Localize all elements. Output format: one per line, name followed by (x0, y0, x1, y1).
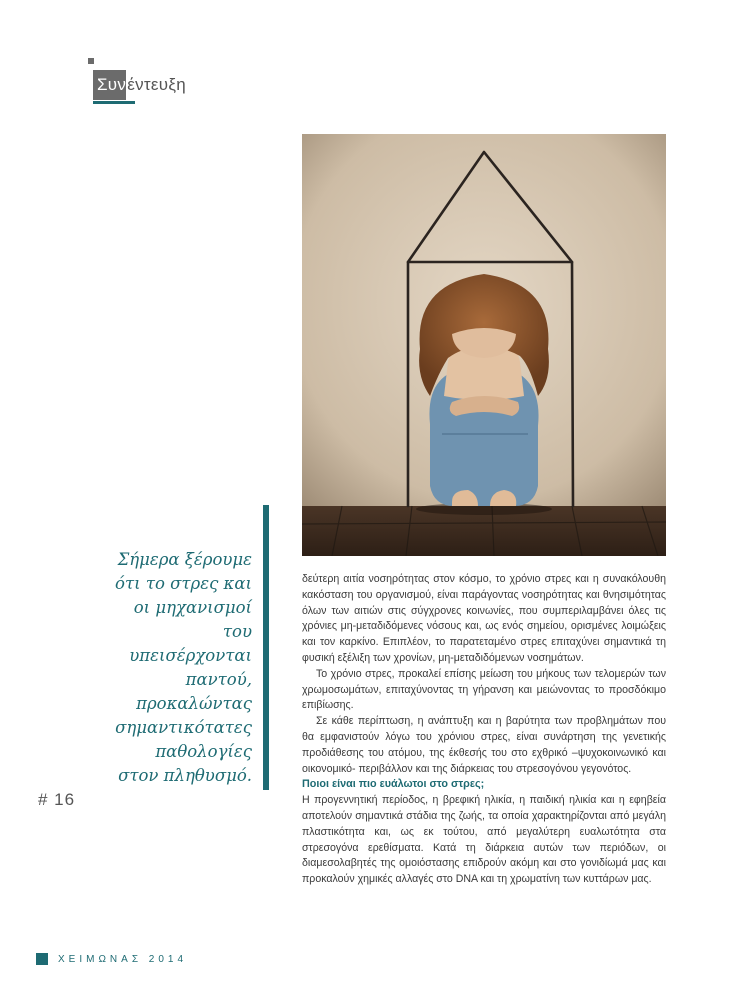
page-number: # 16 (38, 790, 76, 809)
feature-photo (302, 134, 666, 556)
tag-marker (88, 58, 94, 64)
section-tag-highlight: Συν (93, 70, 126, 100)
pull-quote-bar (263, 505, 269, 790)
body-column (302, 572, 666, 888)
section-tag-rest: έντευξη (127, 75, 187, 94)
pull-quote: Σήμερα ξέρουμε ότι το στρες και οι μηχανισμοί του υπεισέρχονται παντού, προκαλώντας σημαντικότατες παθολογίες στον πληθυσμό. (115, 550, 252, 785)
section-subheading: Ποιοι είναι πιο ευάλωτοι στο στρες; (302, 778, 485, 791)
footer (36, 953, 187, 965)
footer-marker (36, 953, 48, 965)
section-tag (93, 70, 186, 100)
body-paragraph: δεύτερη αιτία νοσηρότητας στον κόσμο, το χρόνιο στρες και η συνακόλουθη κακόσταση του οργανισμού, είναι παράγοντας νοσηρότητας και θνησιμότητας όλων των αιτιών στις σύγχρονες κοινωνίες, που συμπεριλαμβάνει όλες τις χρόνιες μη-μεταδιδόμενες νόσους και, ως ενός σημείου, ορισμένες λοιμώξεις και τον καρκίνο. Επιπλέον, το παρατεταμένο στρες επιταχύνει σημαντικά τη φυσική εξέλιξη των χρονίων, μη-μεταδιδόμενων νοσημάτων. (302, 573, 666, 664)
section-tag-underline (93, 101, 135, 104)
body-paragraph: Σε κάθε περίπτωση, η ανάπτυξη και η βαρύτητα των προβλημάτων που θα εμφανιστούν λόγω του χρόνιου στρες, είναι συνάρτηση της γενετικής προδιάθεσης του ατόμου, της έκθεσής του στο εχθρικό –ψυχοκοινωνικό και οικονομικό- περιβάλλον και της διάρκειας του στρεσογόνου γεγονότος. (302, 715, 666, 775)
footer-issue-label: ΧΕΙΜΩΝΑΣ 2014 (58, 953, 188, 965)
body-paragraph: Το χρόνιο στρες, προκαλεί επίσης μείωση του μήκους των τελομερών των χρωμοσωμάτων, επιταχύνοντας τη γήρανση και μειώνοντας το προσδόκιμο επιβίωσης. (302, 667, 666, 712)
feature-photo-image (302, 134, 666, 556)
body-paragraph: Η προγεννητική περίοδος, η βρεφική ηλικία, η παιδική ηλικία και η εφηβεία αποτελούν σημαντικά στάδια της ζωής, τα οποία χαρακτηρίζονται από μεγάλη πλαστικότητα και, ως εκ τούτου, από μεγαλύτερη ευαλωτότητα στα στρεσογόνα ερεθίσματα. Κατά τη διάρκεια αυτών των περιόδων, οι διαμεσολαβητές της ομοιόστασης επιδρούν ακόμη και στο γονιδίωμά μας και προκαλούν χημικές αλλαγές στο DNA και τη χρωματίνη των κυττάρων μας. (302, 794, 666, 886)
